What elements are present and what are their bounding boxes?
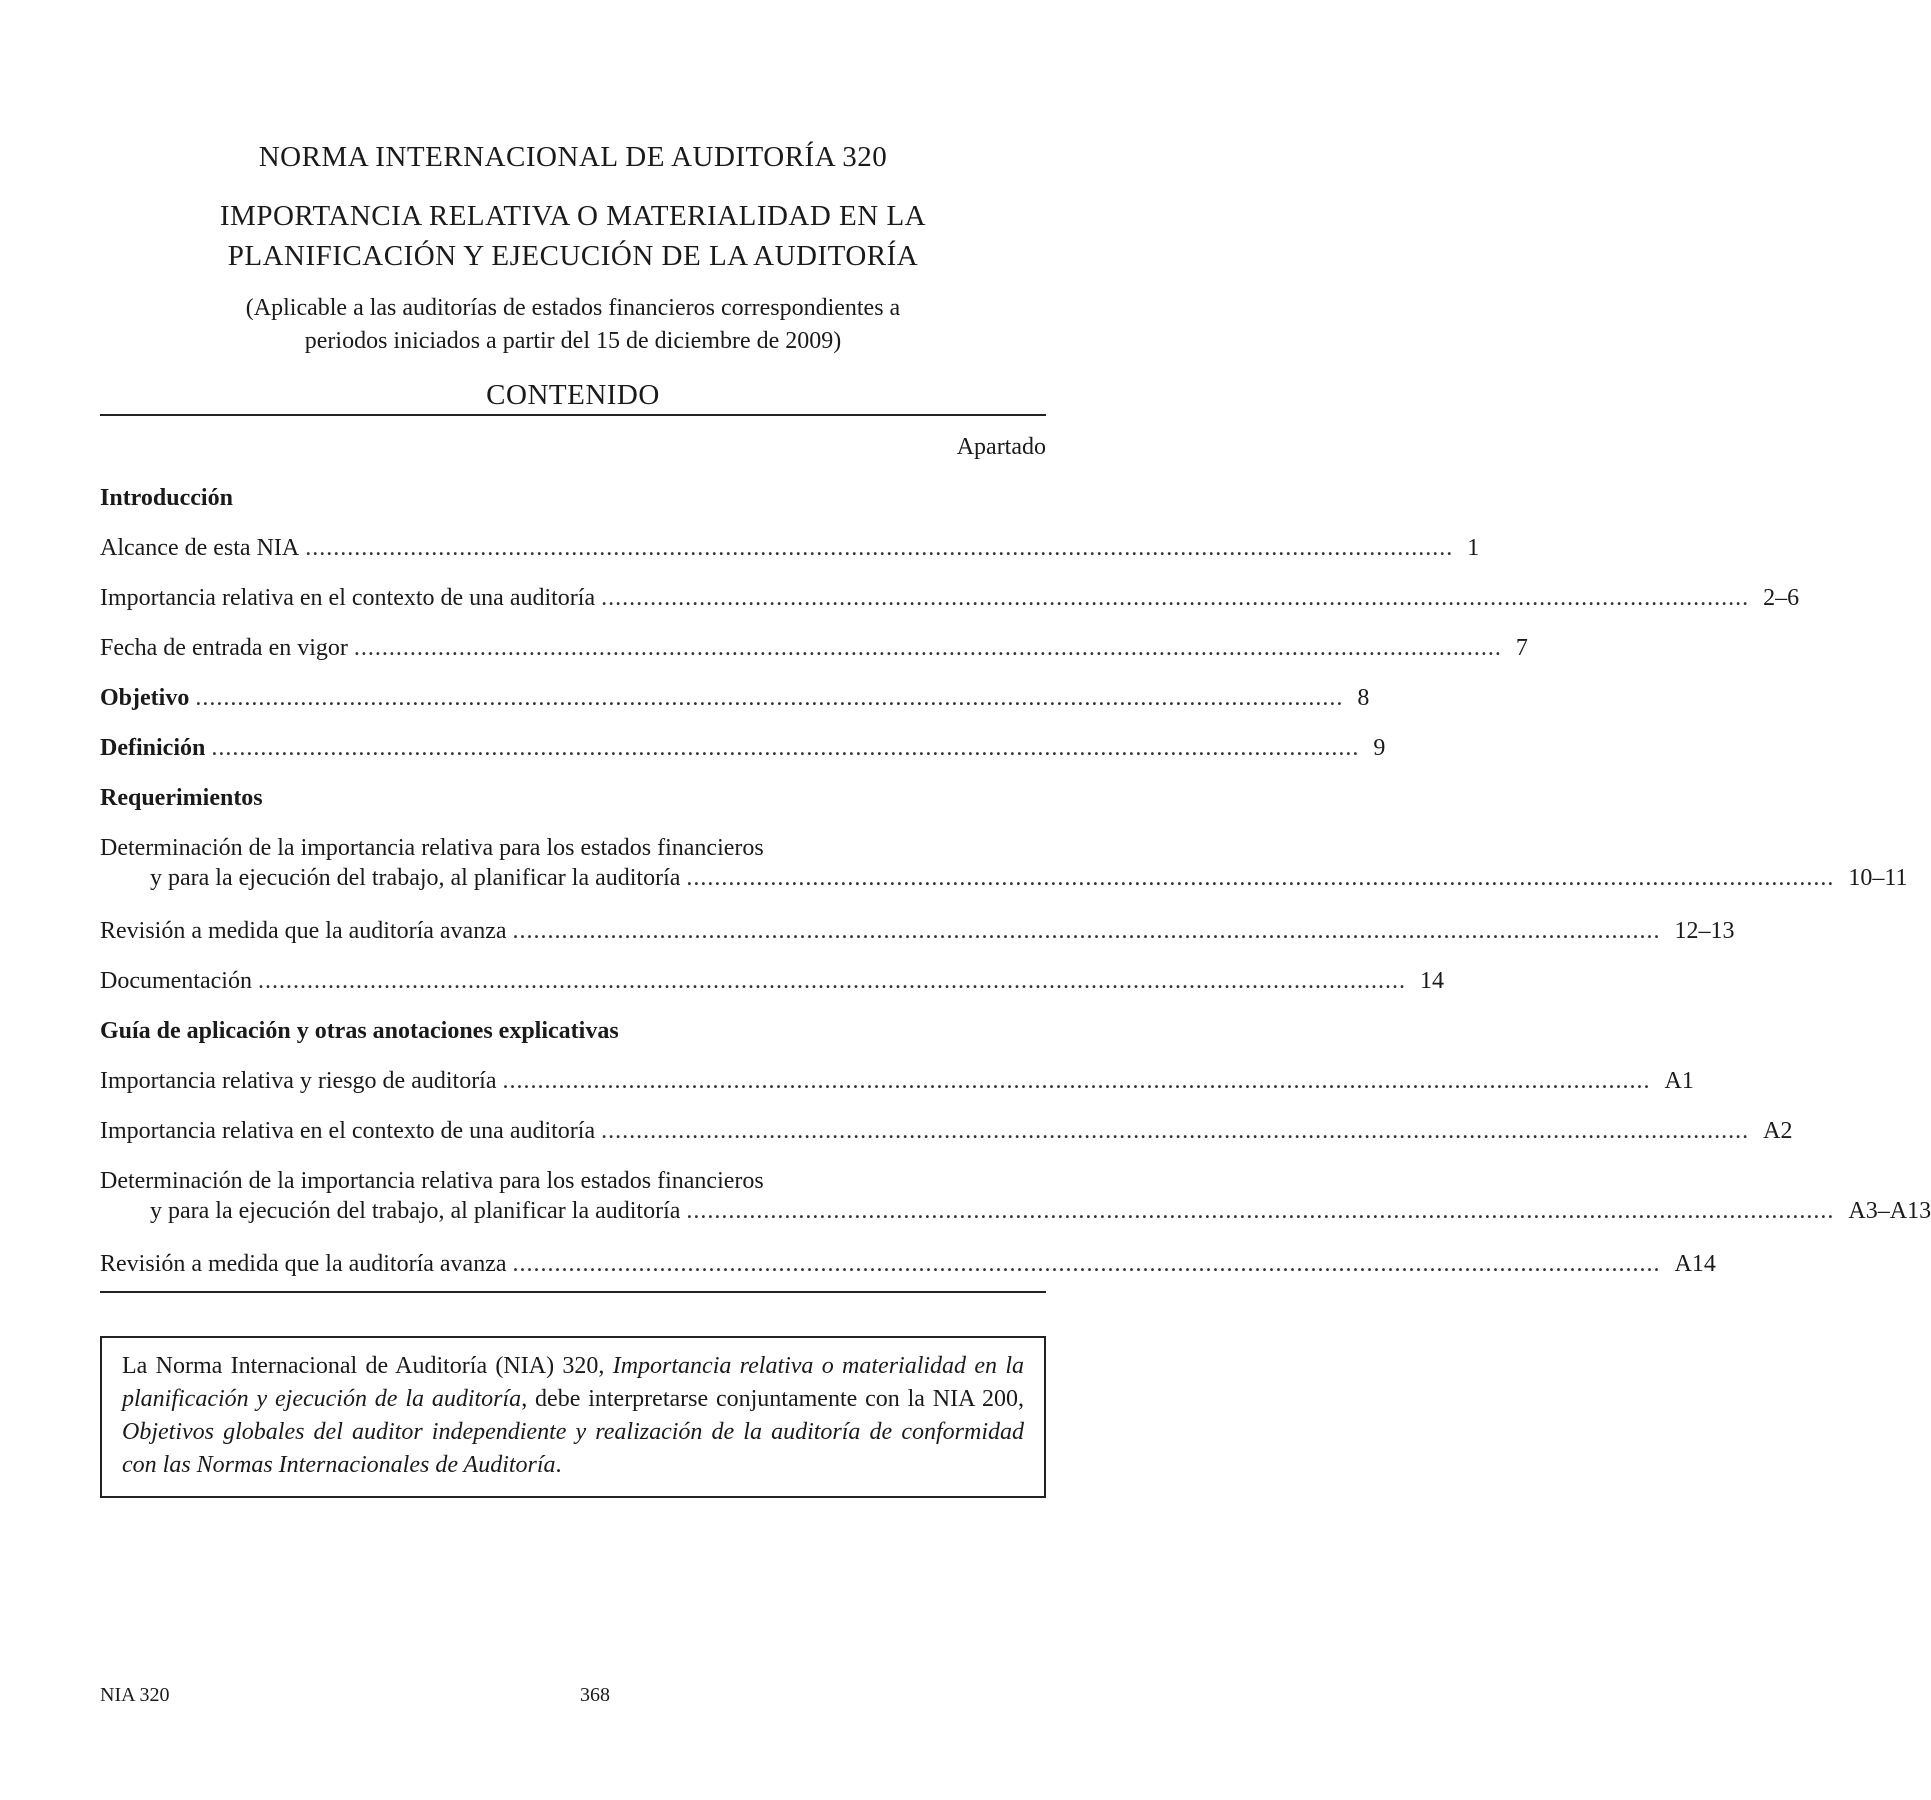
- toc-entry-importancia-contexto[interactable]: [100, 583, 1800, 613]
- toc-entry-paragraph: 2–6: [1763, 585, 1800, 611]
- toc-entry-label: Alcance de esta NIA: [100, 535, 300, 561]
- toc-entry-paragraph: A14: [1674, 1251, 1716, 1277]
- toc-entry-paragraph: 10–11: [1848, 865, 1908, 891]
- dot-leader: ....................................................................................................................................................................: [686, 1198, 1835, 1224]
- toc-entry-determinacion-guia[interactable]: [100, 1166, 1931, 1226]
- toc-entry-label: Importancia relativa en el contexto de una auditoría: [100, 585, 596, 611]
- dot-leader: ....................................................................................................................................................................: [601, 1118, 1750, 1144]
- toc-entry-label: Objetivo: [100, 685, 190, 711]
- dot-leader: ....................................................................................................................................................................: [211, 735, 1360, 761]
- toc-entry-importancia-contexto-guia[interactable]: [100, 1116, 1793, 1146]
- contents-top-rule: [100, 414, 1046, 416]
- toc-entry-alcance[interactable]: [100, 533, 1480, 563]
- dot-leader: ....................................................................................................................................................................: [512, 1251, 1661, 1277]
- toc-entry-paragraph: 1: [1467, 535, 1480, 561]
- footer-standard-ref: NIA 320: [100, 1684, 170, 1706]
- dot-leader: ....................................................................................................................................................................: [305, 535, 1454, 561]
- note-italic-title-200: Objetivos globales del auditor independiente y realización de la auditoría de conformidad con las Normas Internacionales de Auditoría: [122, 1419, 1024, 1478]
- toc-entry-label-line2: y para la ejecución del trabajo, al planificar la auditoría: [150, 1198, 681, 1224]
- dot-leader: ....................................................................................................................................................................: [257, 968, 1406, 994]
- note-italic-title-320: Importancia relativa o materialidad en la planificación y ejecución de la auditoría: [122, 1353, 1024, 1412]
- standard-subtitle-line2: PLANIFICACIÓN Y EJECUCIÓN DE LA AUDITORÍA: [227, 240, 919, 272]
- toc-entry-label: Definición: [100, 735, 206, 761]
- applicability-note: [100, 292, 1046, 358]
- toc-entry-determinacion[interactable]: [100, 833, 1908, 893]
- toc-entry-paragraph: 9: [1373, 735, 1386, 761]
- section-heading-guia: Guía de aplicación y otras anotaciones explicativas: [100, 1018, 619, 1044]
- contents-bottom-rule: [100, 1291, 1046, 1293]
- applicability-line2: periodos iniciados a partir del 15 de diciembre de 2009): [304, 328, 842, 354]
- toc-entry-label: Documentación: [100, 968, 252, 994]
- toc-entry-objetivo[interactable]: [100, 683, 1370, 713]
- note-text-1: La Norma Internacional de Auditoría (NIA) 320,: [122, 1353, 613, 1379]
- contents-column-label: Apartado: [956, 434, 1046, 460]
- toc-entry-revision[interactable]: [100, 916, 1735, 946]
- toc-entry-paragraph: 8: [1357, 685, 1370, 711]
- note-text-3: .: [555, 1452, 562, 1478]
- toc-entry-paragraph: 12–13: [1674, 918, 1735, 944]
- standard-subtitle: [100, 196, 1046, 276]
- toc-entry-label-line2: y para la ejecución del trabajo, al planificar la auditoría: [150, 865, 681, 891]
- applicability-line1: (Aplicable a las auditorías de estados financieros correspondientes a: [245, 295, 901, 321]
- dot-leader: ....................................................................................................................................................................: [195, 685, 1344, 711]
- interpretation-note-box: [100, 1336, 1046, 1498]
- dot-leader: ....................................................................................................................................................................: [512, 918, 1661, 944]
- toc-entry-paragraph: A3–A13: [1848, 1198, 1931, 1224]
- toc-entry-revision-guia[interactable]: [100, 1249, 1716, 1279]
- toc-entry-label-line1: Determinación de la importancia relativa para los estados financieros: [100, 1168, 764, 1194]
- section-heading-introduccion: Introducción: [100, 485, 233, 511]
- toc-entry-paragraph: A1: [1664, 1068, 1694, 1094]
- dot-leader: ....................................................................................................................................................................: [686, 865, 1835, 891]
- toc-entry-definicion[interactable]: [100, 733, 1386, 763]
- contents-heading: CONTENIDO: [486, 379, 660, 411]
- section-heading-requerimientos: Requerimientos: [100, 785, 263, 811]
- toc-entry-label: Fecha de entrada en vigor: [100, 635, 348, 661]
- toc-entry-riesgo[interactable]: [100, 1066, 1694, 1096]
- toc-entry-fecha-vigor[interactable]: [100, 633, 1528, 663]
- standard-subtitle-line1: IMPORTANCIA RELATIVA O MATERIALIDAD EN LA: [219, 200, 927, 232]
- toc-entry-label: Revisión a medida que la auditoría avanza: [100, 1251, 507, 1277]
- toc-entry-paragraph: 14: [1419, 968, 1444, 994]
- toc-entry-paragraph: A2: [1763, 1118, 1793, 1144]
- toc-entry-label-line1: Determinación de la importancia relativa para los estados financieros: [100, 835, 764, 861]
- toc-entry-label: Importancia relativa en el contexto de una auditoría: [100, 1118, 596, 1144]
- dot-leader: ....................................................................................................................................................................: [502, 1068, 1651, 1094]
- page-number: 368: [580, 1684, 610, 1706]
- dot-leader: ....................................................................................................................................................................: [601, 585, 1750, 611]
- note-text-2: , debe interpretarse conjuntamente con la NIA 200,: [521, 1386, 1024, 1412]
- standard-title: NORMA INTERNACIONAL DE AUDITORÍA 320: [258, 141, 888, 173]
- toc-entry-label: Importancia relativa y riesgo de auditoría: [100, 1068, 497, 1094]
- toc-entry-documentacion[interactable]: [100, 966, 1444, 996]
- toc-entry-label: Revisión a medida que la auditoría avanza: [100, 918, 507, 944]
- toc-entry-paragraph: 7: [1515, 635, 1528, 661]
- dot-leader: ....................................................................................................................................................................: [353, 635, 1502, 661]
